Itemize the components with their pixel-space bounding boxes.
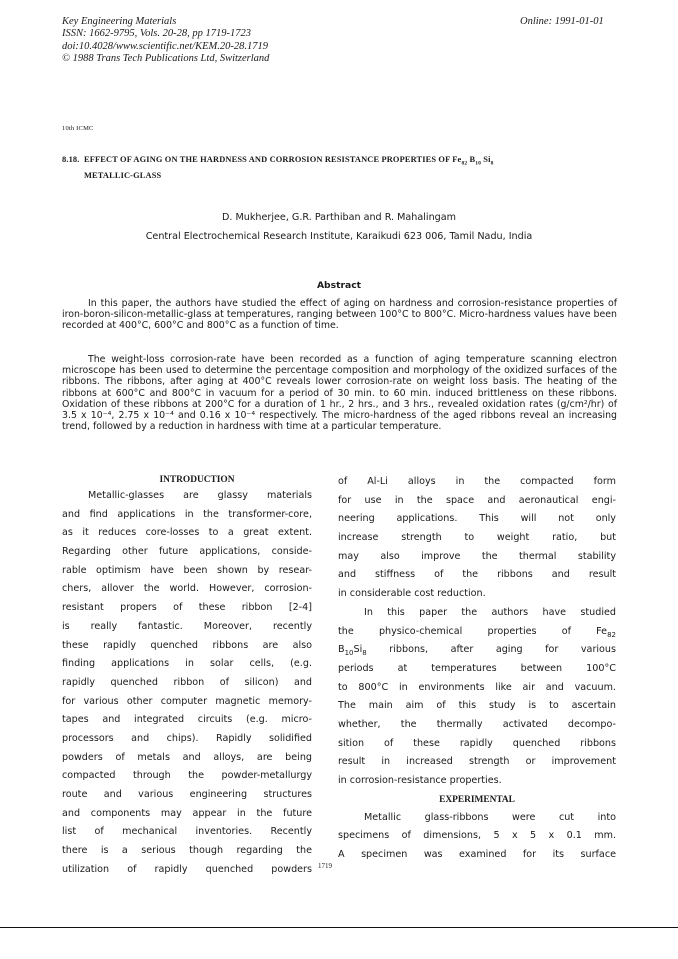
experimental-heading: EXPERIMENTAL xyxy=(439,794,515,805)
abstract-heading: Abstract xyxy=(316,280,362,291)
text-line: In this paper the authors have studied xyxy=(364,606,616,618)
text-line: to 800°C in environments like air and vacuum. xyxy=(338,681,616,693)
text-line: for various other computer magnetic memory- xyxy=(62,695,312,707)
section-number: 8.18. xyxy=(62,155,80,164)
text-line: Regarding other future applications, conside- xyxy=(62,546,312,558)
text-line: compacted through the powder-metallurgy xyxy=(62,770,312,782)
text-line: and components may appear in the future xyxy=(62,807,312,819)
affiliation: Central Electrochemical Research Institute, Karaikudi 623 006, Tamil Nadu, India xyxy=(145,231,533,242)
text-line: Metallic glass-ribbons were cut into xyxy=(364,811,616,823)
conference-label: 10th ICMC xyxy=(62,125,94,132)
text-line: route and various engineering structures xyxy=(62,789,312,800)
paper-title xyxy=(62,154,622,182)
text-line: sition of these rapidly quenched ribbons xyxy=(338,737,616,749)
text-line: as it reduces core-losses to a great extent. xyxy=(62,527,312,539)
introduction-heading: INTRODUCTION xyxy=(159,475,235,485)
text-line: list of mechanical inventories. Recently xyxy=(62,826,312,838)
text-line: rapidly quenched ribbon of silicon) and xyxy=(62,676,312,688)
text-line: increase strength to weight ratio, but xyxy=(338,532,616,544)
text-line: processors and chips). Rapidly solidified xyxy=(62,732,312,744)
journal-copyright: © 1988 Trans Tech Publications Ltd, Switzerland xyxy=(62,52,270,64)
text-line: tapes and integrated circuits (e.g. micro- xyxy=(62,714,312,726)
title-line-2: METALLIC-GLASS xyxy=(84,170,162,180)
introduction-column xyxy=(62,473,312,879)
text-line: of Al-Li alloys in the compacted form xyxy=(338,476,616,487)
aim-text xyxy=(338,660,616,791)
text-line: is really fantastic. Moreover, recently xyxy=(62,620,312,632)
text-line: finding applications in solar cells, (e.g. xyxy=(62,658,312,670)
abstract-paragraph-2: The weight-loss corrosion-rate have been recorded as a function of aging temperature scanning electron microscope has been used to determine the percentage composition and morphology of the oxidized surfaces of the ribbons. The ribbons, after aging at 400°C reveals lower corrosion-rate on weight loss basis. The heating of the ribbons at 600°C and 800°C in vacuum for a period of 30 min. to 60 min. induced brittleness on these ribbons. Oxidation of these ribbons at 200°C for a duration of 1 hr., 2 hrs., and 3 hrs., revealed oxidation rates (g/cm²/hr) of 3.5 x 10⁻⁴, 2.75 x 10⁻⁴ and 0.16 x 10⁻⁴ respectively. The micro-hardness of the aged ribbons reveal an increasing trend, followed by a reduction in hardness with time at a particular temperature. xyxy=(62,354,617,433)
text-line: the physico-chemical properties of $Fe_{82}$ xyxy=(338,625,616,639)
abstract-paragraph-1: In this paper, the authors have studied the effect of aging on hardness and corrosion-resistance properties of iron-boron-silicon-metallic-glass at temperatures, ranging between 100°C to 800°C. Micro-hardness values have been recorded at 400°C, 600°C and 800°C as a function of time. xyxy=(62,298,617,332)
text-line: neering applications. This will not only xyxy=(338,513,616,525)
footer-rule xyxy=(0,927,678,928)
text-line: these rapidly quenched ribbons are also xyxy=(62,639,312,651)
text-line: utilization of rapidly quenched powders xyxy=(62,863,312,875)
text-line: Metallic-glasses are glassy materials xyxy=(88,490,312,501)
text-line: in considerable cost reduction. xyxy=(338,588,486,600)
text-line: specimens of dimensions, 5 x 5 x 0.1 mm. xyxy=(338,830,616,842)
text-line: and find applications in the transformer-core, xyxy=(62,508,312,520)
intro-continuation-text xyxy=(338,473,616,604)
text-line: rable optimism have been shown by resear- xyxy=(62,564,312,576)
text-line: A specimen was examined for its surface xyxy=(338,849,616,861)
journal-header xyxy=(62,16,269,65)
journal-doi: doi:10.4028/www.scientific.net/KEM.20-28.1719 xyxy=(62,40,268,52)
right-column xyxy=(338,473,616,865)
text-line: The main aim of this study is to ascertain xyxy=(338,700,616,712)
text-line: periods at temperatures between 100°C xyxy=(338,662,616,674)
text-line: chers, allover the world. However, corrosion- xyxy=(62,583,312,595)
text-line: resistant propers of these ribbon [2-4] xyxy=(62,602,312,614)
experimental-text xyxy=(338,809,616,865)
introduction-text xyxy=(62,487,312,879)
text-line: for use in the space and aeronautical engi- xyxy=(338,494,616,506)
online-date: Online: 1991-01-01 xyxy=(520,16,604,27)
journal-name: Key Engineering Materials xyxy=(62,16,177,27)
text-line: and stiffness of the ribbons and result xyxy=(338,569,616,581)
journal-issn: ISSN: 1662-9795, Vols. 20-28, pp 1719-1723 xyxy=(62,28,251,40)
text-line: there is a serious though regarding the xyxy=(62,845,312,857)
text-line: $B_{10}Si_8$ ribbons, after aging for various xyxy=(338,644,616,658)
authors: D. Mukherjee, G.R. Parthiban and R. Mahalingam xyxy=(222,212,456,223)
text-line: result in increased strength or improvement xyxy=(338,756,616,768)
text-line: whether, the thermally activated decompo- xyxy=(338,718,616,730)
text-line: powders of metals and alloys, are being xyxy=(62,751,312,763)
text-line: in corrosion-resistance properties. xyxy=(338,775,502,786)
page-number: 1719 xyxy=(318,862,332,870)
text-line: may also improve the thermal stability xyxy=(338,550,616,562)
title-line-1: EFFECT OF AGING ON THE HARDNESS AND CORROSION RESISTANCE PROPERTIES OF $Fe_{82}$ $B_{10}$ $Si_8$ xyxy=(84,155,494,167)
